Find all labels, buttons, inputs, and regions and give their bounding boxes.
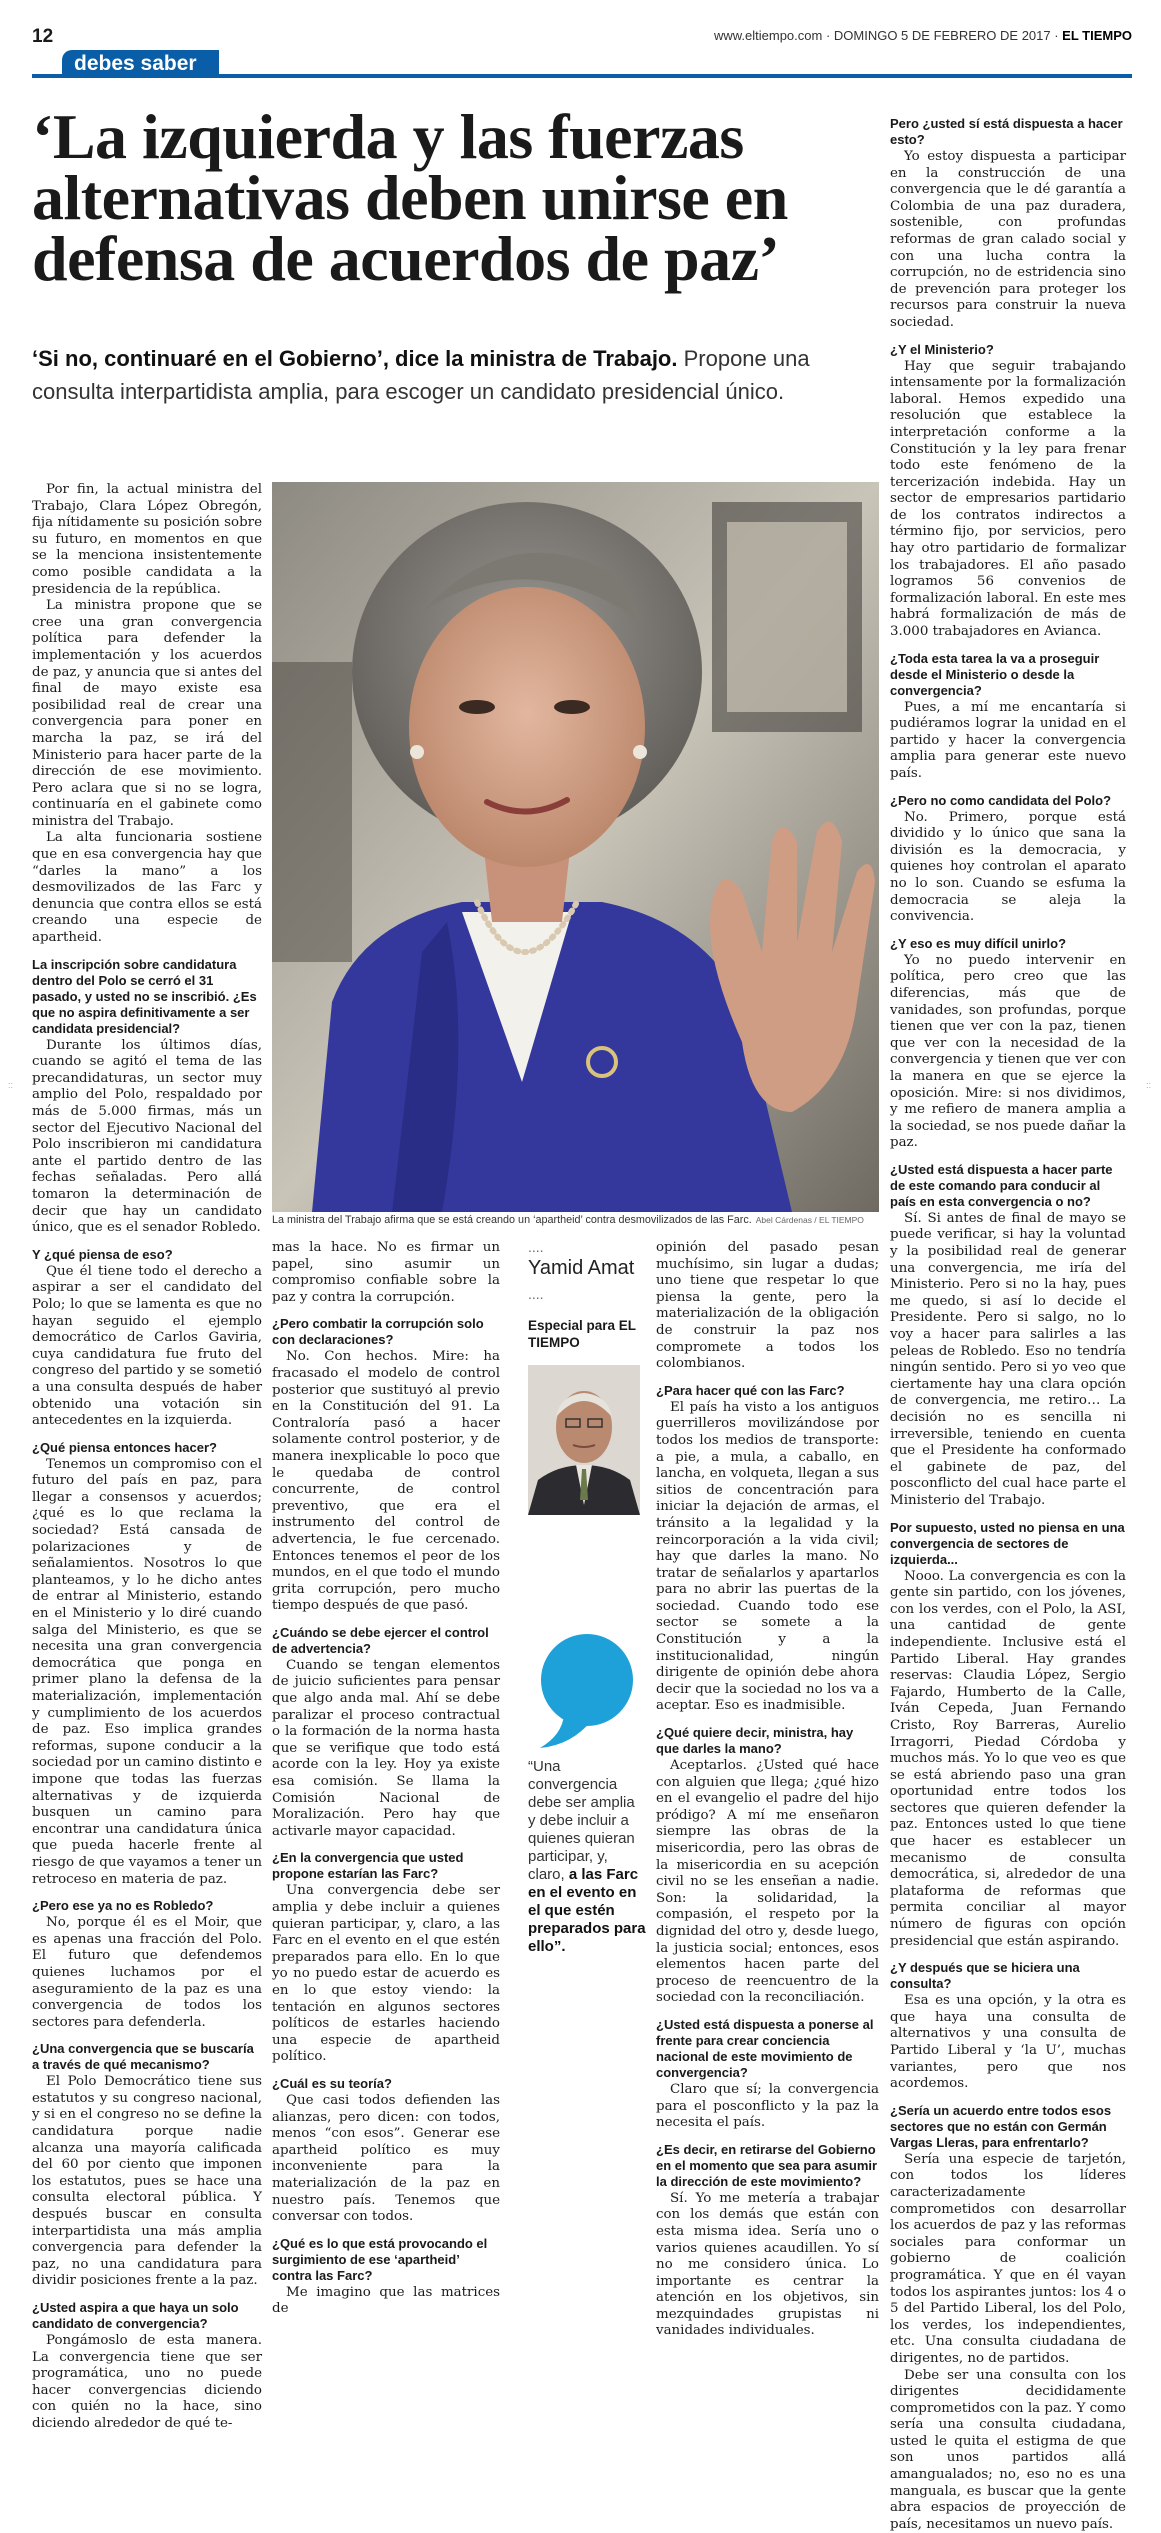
question-heading: ¿Cuándo se debe ejercer el control de advertencia? bbox=[272, 1625, 500, 1657]
body-paragraph: opinión del pasado pesan muchísimo, sin lugar a dudas; uno tiene que respetar lo que piensa la gente, pero la materialización de la obligación de construir la paz nos compromete a todos los colombianos. bbox=[656, 1240, 879, 1373]
article-column-5 bbox=[890, 106, 1126, 2533]
body-paragraph: Sí. Yo me metería a trabajar con los demás que están con esta misma idea. Sería uno o varios quienes acaudillen. Yo sí no me considero única. Lo importante es centrar la atención en los objetivos, sin mezquindades grupistas ni vanidades individuales. bbox=[656, 2191, 879, 2340]
body-paragraph: No, porque él es el Moir, que es apenas una fracción del Polo. El futuro que defendemos quienes luchamos por el aseguramiento de la paz es una convergencia de todos los sectores para defenderla. bbox=[32, 1915, 262, 2031]
article-column-4 bbox=[656, 1240, 879, 2340]
body-paragraph: Yo no puedo intervenir en política, pero creo que las diferencias, más que de vanidades, son profundas, porque tienen que ver con la paz, tienen que ver con la necesidad de la convergencia y tienen que ver con la manera en que se ejerce la oposición. Mire: si nos dividimos, y me refiero de manera amplia a la sociedad, se nos puede dañar la paz. bbox=[890, 953, 1126, 1152]
body-paragraph: Sería una especie de tarjetón, con todos los líderes caracterizadamente comprometidos con desarrollar los acuerdos de paz y las reformas sociales para conformar un gobierno de coalición programática. Y que en él vayan todos los aspirantes juntos: los 4 o 5 del Partido Liberal, los del Polo, los verdes, los independientes, etc. Una consulta ciudadana de dirigentes, no de partidos. bbox=[890, 2152, 1126, 2368]
pull-quote-text: “Una convergencia debe ser amplia y debe incluir a quienes quieran participar, y, claro, bbox=[528, 1758, 635, 1883]
headline: ‘La izquierda y las fuerzas alternativas deben unirse en defensa de acuerdos de paz’ bbox=[32, 106, 862, 289]
pull-quote bbox=[528, 1758, 646, 1956]
body-paragraph: Hay que seguir trabajando intensamente por la formalización laboral. Hemos expedido una resolución que establece la interpretación conforme a la Constitución y la ley para frenar todo este fenómeno de la tercerización indebida. Hay un sector de empresarios partidario de los contratos indirectos a término fijo, por servicios, pero hay otro partidario de formalizar los trabajadores. El año pasado logramos 56 convenios de formalización laboral. En este mes habrá formalización de más de 3.000 trabajadores en Avianca. bbox=[890, 359, 1126, 641]
register-mark-left: :: bbox=[8, 1080, 13, 1090]
question-heading: Pero ¿usted sí está dispuesta a hacer esto? bbox=[890, 116, 1126, 148]
quote-mark-icon bbox=[532, 1620, 642, 1750]
question-heading: ¿Qué es lo que está provocando el surgimiento de ese ‘apartheid’ contra las Farc? bbox=[272, 2236, 500, 2284]
portrait-illustration bbox=[272, 482, 879, 1212]
register-mark-right: :: bbox=[1146, 1080, 1151, 1090]
byline-dots-bottom: .... bbox=[528, 1287, 646, 1301]
body-paragraph: Aceptarlos. ¿Usted qué hace con alguien que llega; ¿qué hizo en el evangelio el padre del hijo pródigo? A mí me enseñaron siempre las obras de la misericordia, pero las obras de la misericordia en su acepción civil no se les enseñan a nadie. Son: la solidaridad, la compasión, el respeto por la dignidad del otro y, desde luego, la justicia social; entonces, esos elementos hacen parte del proceso de reencuentro de la sociedad con la reconciliación. bbox=[656, 1758, 879, 2007]
author-name: Yamid Amat bbox=[528, 1260, 646, 1277]
photo-clara-lopez bbox=[272, 482, 879, 1212]
section-bar bbox=[32, 50, 1132, 78]
question-heading: ¿Qué quiere decir, ministra, hay que darles la mano? bbox=[656, 1725, 879, 1757]
site-url[interactable]: www.eltiempo.com bbox=[714, 28, 822, 43]
paper-name: EL TIEMPO bbox=[1062, 28, 1132, 43]
question-heading: ¿Pero ese ya no es Robledo? bbox=[32, 1898, 262, 1914]
body-paragraph: Nooo. La convergencia es con la gente sin partido, con los jóvenes, con los verdes, con el Polo, la ASI, una cantidad de gente independiente. Inclusive está el Partido Liberal. Hay grandes reservas: Claudia López, Sergio Fajardo, Humberto de la Calle, Iván Cepeda, Juan Fernando Cristo, Roy Barreras, Aurelio Irragorri, Piedad Córdoba y muchos más. Yo lo que veo es que se está abriendo paso una gran oportunidad entre todos los sectores que quieren defender la paz. Entonces usted lo que tiene que hacer es establecer un mecanismo de consulta democrática, si, alrededor de una plataforma de reformas que permita conciliar al mayor número de figuras con opción presidencial que están aspirando. bbox=[890, 1569, 1126, 1951]
question-heading: ¿Sería un acuerdo entre todos esos sectores que no están con Germán Vargas Lleras, para enfrentarlo? bbox=[890, 2103, 1126, 2151]
caption-text: La ministra del Trabajo afirma que se está creando un ‘apartheid’ contra desmovilizados de las Farc. bbox=[272, 1214, 752, 1226]
question-heading: ¿Para hacer qué con las Farc? bbox=[656, 1383, 879, 1399]
dateline bbox=[714, 28, 1132, 43]
photo-caption bbox=[272, 1214, 879, 1226]
question-heading: ¿Usted está dispuesta a hacer parte de este comando para conducir al país en esta convergencia o no? bbox=[890, 1162, 1126, 1210]
question-heading: Y ¿qué piensa de eso? bbox=[32, 1247, 262, 1263]
question-heading: ¿En la convergencia que usted propone estarían las Farc? bbox=[272, 1850, 500, 1882]
question-heading: Por supuesto, usted no piensa en una convergencia de sectores de izquierda... bbox=[890, 1520, 1126, 1568]
photo-credit: Abel Cárdenas / EL TIEMPO bbox=[756, 1215, 864, 1225]
question-heading: ¿Qué piensa entonces hacer? bbox=[32, 1440, 262, 1456]
body-paragraph: No. Primero, porque está dividido y lo único que sana la división es la democracia, y quienes hoy controlan el aparato no lo son. Cuando se esfuma la democracia se aleja la convivencia. bbox=[890, 810, 1126, 926]
question-heading: ¿Y el Ministerio? bbox=[890, 342, 1126, 358]
body-paragraph: La ministra propone que se cree una gran convergencia política para defender la implementación y los acuerdos de paz, y anuncia que si antes del final de mayo existe esa posibilidad real de crear una convergencia para poner en marcha la paz, se irá del Ministerio para hacer parte de la dirección de ese movimiento. Pero aclara que si no se logra, continuaría en el gabinete como ministra del Trabajo. bbox=[32, 598, 262, 830]
author-portrait bbox=[528, 1365, 640, 1515]
deck-rest: Propone una consulta interpartidista amplia, para escoger un candidato presidencial único. bbox=[32, 346, 810, 404]
body-paragraph: Por fin, la actual ministra del Trabajo, Clara López Obregón, fija nítidamente su posición sobre su futuro, en momentos en que se la menciona insistentemente como posible candidata a la presidencia de la república. bbox=[32, 482, 262, 598]
deck-lead: ‘Si no, continuaré en el Gobierno’, dice la ministra de Trabajo. bbox=[32, 346, 677, 371]
body-paragraph: Durante los últimos días, cuando se agitó el tema de las precandidaturas, un sector muy amplio del Polo, respaldado por más de 5.000 firmas, más un sector del Ejecutivo Nacional del Polo inscribieron mi candidatura ante el partido dentro de las fechas señaladas. Pero allá tomaron la determinación de decir que hay un candidato único, que es el senador Robledo. bbox=[32, 1038, 262, 1237]
question-heading: ¿Pero no como candidata del Polo? bbox=[890, 793, 1126, 809]
body-paragraph: Yo estoy dispuesta a participar en la construcción de una convergencia que le dé garantía a Colombia de una paz duradera, sostenible, con profundas reformas de gran calado social y con una lucha contra la corrupción, no de estridencia sino de prevención para proteger los recursos para construir la nueva sociedad. bbox=[890, 149, 1126, 332]
page-header bbox=[32, 26, 1132, 48]
page-number: 12 bbox=[32, 26, 53, 48]
body-paragraph: mas la hace. No es firmar un papel, sino asumir un compromiso confiable sobre la paz y contra la corrupción. bbox=[272, 1240, 500, 1306]
deck bbox=[32, 342, 872, 408]
body-paragraph: Me imagino que las matrices de bbox=[272, 2285, 500, 2318]
question-heading: ¿Una convergencia que se buscaría a través de qué mecanismo? bbox=[32, 2041, 262, 2073]
body-paragraph: Esa es una opción, y la otra es que haya una consulta de alternativos y una consulta de Partido Liberal y ‘la U’, muchas variantes, pero que nos acordemos. bbox=[890, 1993, 1126, 2093]
question-heading: ¿Es decir, en retirarse del Gobierno en el momento que sea para asumir la dirección de este movimiento? bbox=[656, 2142, 879, 2190]
body-paragraph: Una convergencia debe ser amplia y debe incluir a quienes quieran participar, y, claro, a las Farc en el evento en el que estén preparados para ello. En lo que yo no puedo estar de acuerdo es en lo que estoy viendo: la tentación en algunos sectores políticos de estarles haciendo una especie de apartheid político. bbox=[272, 1883, 500, 2066]
especial-para: Especial para EL TIEMPO bbox=[528, 1317, 646, 1351]
article-column-1 bbox=[32, 482, 262, 2433]
question-heading: ¿Toda esta tarea la va a proseguir desde el Ministerio o desde la convergencia? bbox=[890, 651, 1126, 699]
body-paragraph: No. Con hechos. Mire: ha fracasado el modelo de control posterior que sustituyó al previo en la Constitución del 91. La Contraloría pasó a hacer solamente control posterior, y de manera inexplicable lo poco que le quedaba de control concurrente, de control preventivo, que era el instrumento del control de advertencia, le fue cercenado. Entonces tenemos el peor de los mundos, en el que todo el mundo grita corrupción, pero mucho tiempo después de que pasó. bbox=[272, 1349, 500, 1615]
body-paragraph: Pongámoslo de esta manera. La convergencia tiene que ser programática, uno no puede hacer convergencias diciendo con quién no la hace, sino diciendo alrededor de qué te- bbox=[32, 2333, 262, 2433]
body-paragraph: Claro que sí; la convergencia para el posconflicto y la paz la necesita el país. bbox=[656, 2082, 879, 2132]
question-heading: ¿Pero combatir la corrupción solo con declaraciones? bbox=[272, 1316, 500, 1348]
body-paragraph: Cuando se tengan elementos de juicio suficientes para pensar que algo anda mal. Ahí se debe paralizar el proceso contractual o la formación de la norma hasta que se verifique que todo está acorde con la ley. Hoy ya existe esa comisión. Se llama la Comisión Nacional de Moralización. Pero hay que activarle mayor capacidad. bbox=[272, 1658, 500, 1841]
question-heading: ¿Usted está dispuesta a ponerse al frente para crear conciencia nacional de este movimiento de convergencia? bbox=[656, 2017, 879, 2081]
byline-column bbox=[528, 1240, 646, 1515]
body-paragraph: Pues, a mí me encantaría si pudiéramos lograr la unidad en el partido y hacer la convergencia amplia para generar este nuevo país. bbox=[890, 700, 1126, 783]
question-heading: ¿Cuál es su teoría? bbox=[272, 2076, 500, 2092]
body-paragraph: Sí. Si antes de final de mayo se puede verificar, si hay la voluntad y la posibilidad real de generar una convergencia, me iría del Ministerio. Pero si no la hay, pues me quedo, si así lo decide el Presidente. Pero si salgo, no lo voy a hacer para salirles a las peleas de Robledo. Eso no tendría ningún sentido. Pero si yo veo que ciertamente hay una clara opción de convergencia, me retiro… La decisión no es sencilla ni irreversible, teniendo en cuenta que el Presidente ha conformado el gabinete de paz, del posconflicto del cual hace parte el Ministerio del Trabajo. bbox=[890, 1211, 1126, 1510]
article-column-2 bbox=[272, 1240, 500, 2318]
body-paragraph: Tenemos un compromiso con el futuro del país en paz, para llegar a consensos y acuerdos; ¿qué es lo que reclama la sociedad? Está cansada de polarizaciones y de señalamientos. Nosotros lo que planteamos, y lo he dicho antes de entrar al Ministerio, estando en el Ministerio y lo diré cuando salga del Ministerio, es que se necesita una gran convergencia democrática que ponga en primer plano la defensa de la materialización, implementación y cumplimiento de los acuerdos de paz. Eso implica grandes reformas, supone conducir a la sociedad por un camino distinto e impone que todas las fuerzas alternativas y de izquierda busquen un camino para encontrar una candidatura única que pueda hacerle frente al riesgo de que vayamos a tener un retroceso en materia de paz. bbox=[32, 1457, 262, 1888]
question-heading: ¿Y eso es muy difícil unirlo? bbox=[890, 936, 1126, 952]
question-heading: La inscripción sobre candidatura dentro del Polo se cerró el 31 pasado, y usted no se inscribió. ¿Es que no aspira definitivamente a ser candidata presidencial? bbox=[32, 957, 262, 1037]
body-paragraph: La alta funcionaria sostiene que en esa convergencia hay que “darles la mano” a los desmovilizados de las Farc y denuncia que contra ellos se está creando una especie de apartheid. bbox=[32, 830, 262, 946]
section-tag: debes saber bbox=[62, 50, 219, 78]
body-paragraph: El Polo Democrático tiene sus estatutos y su congreso nacional, y si en el congreso no se define la candidatura porque nadie alcanza una mayoría calificada del 60 por ciento que imponen los estatutos, pues se hace una consulta electoral pública. Y después buscar en consulta interpartidista una más amplia convergencia para defender la paz, no una candidatura para dividir posiciones frente a la paz. bbox=[32, 2074, 262, 2290]
body-paragraph: Que casi todos defienden las alianzas, pero dicen: con todos, menos “con esos”. Generar ese apartheid político es muy inconveniente para la materialización de la paz en nuestro país. Tenemos que conversar con todos. bbox=[272, 2093, 500, 2226]
pull-quote-bold: a las Farc en el evento en el que estén preparados para ello”. bbox=[528, 1866, 646, 1955]
date: · DOMINGO 5 DE FEBRERO DE 2017 · bbox=[822, 28, 1062, 43]
body-paragraph: El país ha visto a los antiguos guerrilleros movilizándose por todos los medios de transporte: a pie, a mula, a caballo, en lancha, en volqueta, llegan a sus sitios de concentración para iniciar la dejación de armas, el tránsito a la legalidad y la reincorporación a la vida civil; hay que darles la mano. No tratar de señalarlos y apartarlos para no abrir las puertas de la sociedad. Cuando todo ese sector se somete a la Constitución y a la institucionalidad, ningún dirigente de opinión debe ahora decir que la sociedad no los va a aceptar. Eso es inadmisible. bbox=[656, 1400, 879, 1715]
author-photo bbox=[528, 1365, 640, 1515]
byline-dots-top: .... bbox=[528, 1240, 646, 1254]
question-heading: ¿Y después que se hiciera una consulta? bbox=[890, 1960, 1126, 1992]
body-paragraph: Que él tiene todo el derecho a aspirar a ser el candidato del Polo; lo que se lamenta es que no hayan seguido el ejemplo democrático de Carlos Gaviria, cuya candidatura fue fruto del congreso del partido y se sometió a una consulta después de haber obtenido una votación sin antecedentes en la izquierda. bbox=[32, 1264, 262, 1430]
body-paragraph: Debe ser una consulta con los dirigentes decididamente comprometidos con la paz. Y como sería una consulta ciudadana, usted le quita el estigma de que son unos partidos allá amangualados; no, eso no es una manguala, es buscar que la gente abra espacios de proyección de país, necesitamos un nuevo país. bbox=[890, 2368, 1126, 2533]
question-heading: ¿Usted aspira a que haya un solo candidato de convergencia? bbox=[32, 2300, 262, 2332]
